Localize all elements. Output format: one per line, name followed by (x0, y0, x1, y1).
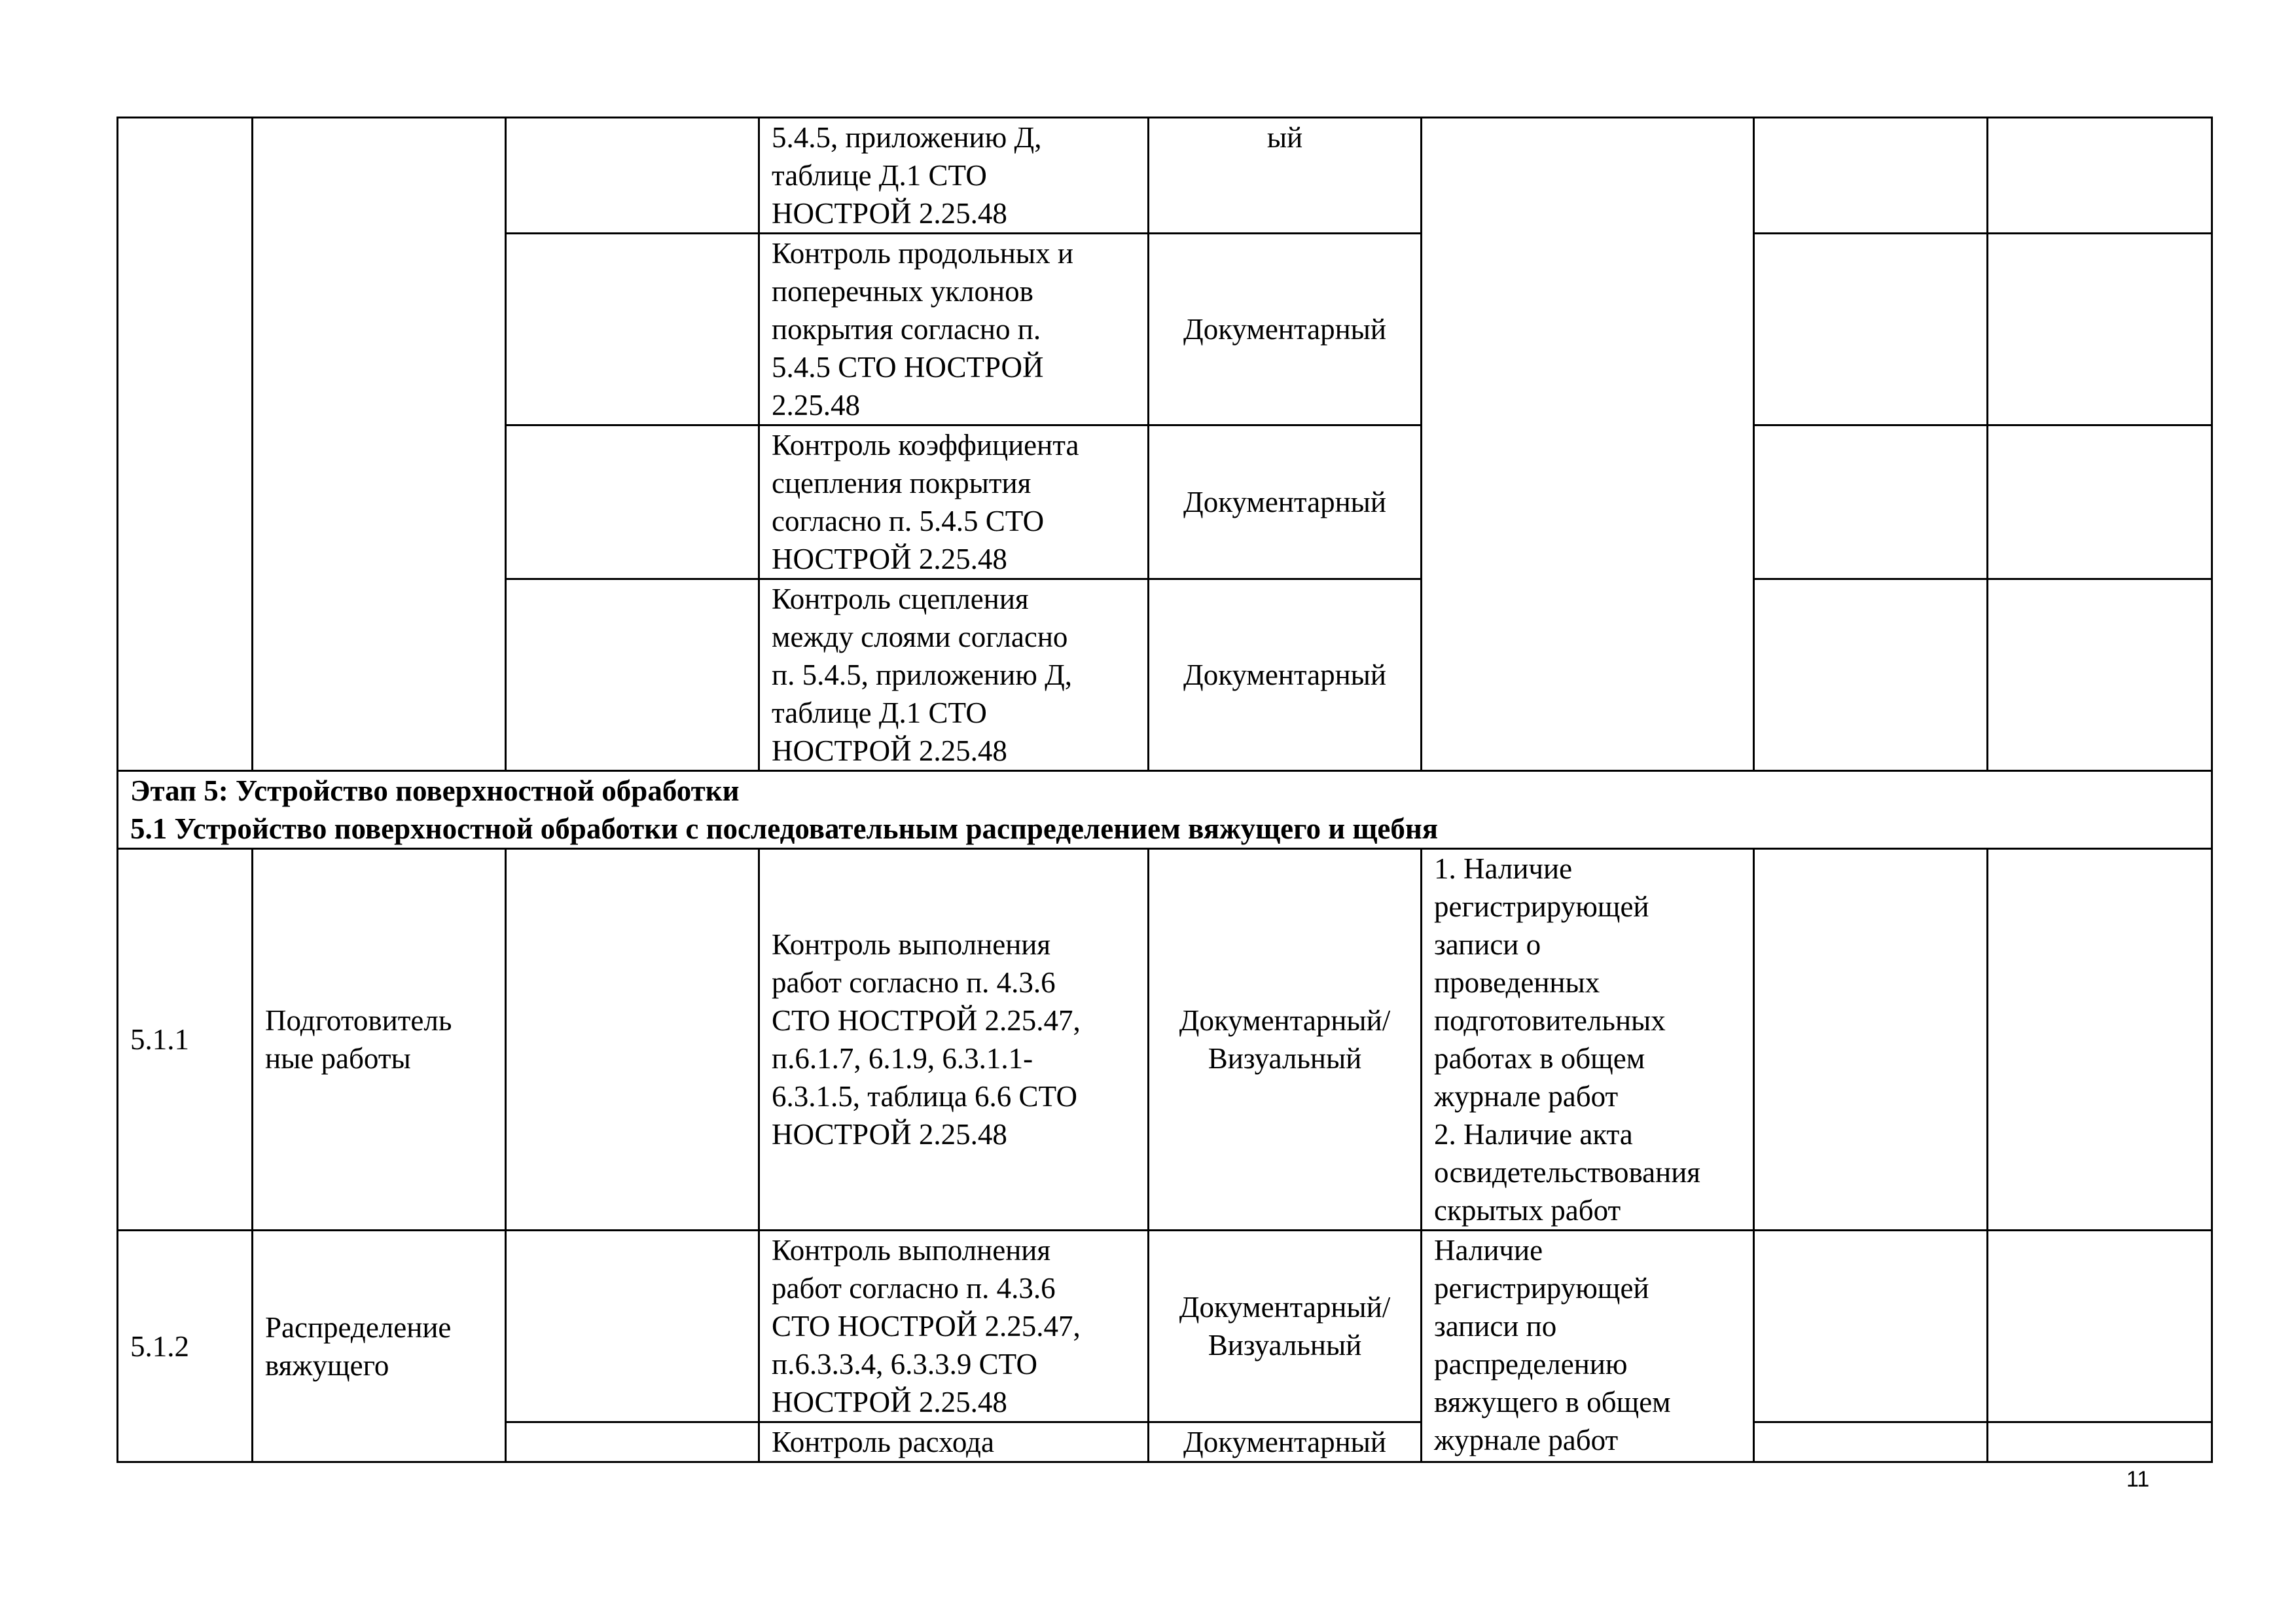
method-cell: Документарный/ Визуальный (1149, 1231, 1422, 1422)
result-cell: Наличие регистрирующей записи по распределению вяжущего в общем журнале работ (1422, 1231, 1754, 1462)
control-cell: Контроль выполнения работ согласно п. 4.3.6 СТО НОСТРОЙ 2.25.47, п.6.3.3.4, 6.3.3.9 СТО НОСТРОЙ 2.25.48 (759, 1231, 1149, 1422)
empty-cell (1754, 234, 1988, 425)
empty-cell (1988, 849, 2212, 1231)
control-cell: Контроль расхода (759, 1422, 1149, 1462)
empty-cell (506, 234, 759, 425)
work-cell (253, 118, 506, 771)
empty-cell (1754, 1231, 1988, 1422)
table-row (118, 118, 2212, 234)
stage-header-cell (118, 771, 2212, 849)
table-row (118, 849, 2212, 1231)
control-table (117, 117, 2213, 1463)
stage-title: Этап 5: Устройство поверхностной обработки (130, 774, 740, 807)
method-cell: Документарный (1149, 1422, 1422, 1462)
empty-cell (506, 1231, 759, 1422)
empty-cell (506, 425, 759, 579)
stage-subtitle: 5.1 Устройство поверхностной обработки с последовательным распределением вяжущего и щебня (130, 812, 1439, 845)
number-cell (118, 118, 253, 771)
result-cell: 1. Наличие регистрирующей записи о проведенных подготовительных работах в общем журнале работ 2. Наличие акта освидетельствования скрытых работ (1422, 849, 1754, 1231)
empty-cell (1754, 425, 1988, 579)
empty-cell (1754, 118, 1988, 234)
empty-cell (1754, 579, 1988, 771)
empty-cell (1754, 849, 1988, 1231)
result-cell (1422, 118, 1754, 771)
empty-cell (506, 118, 759, 234)
method-cell: Документарный (1149, 425, 1422, 579)
control-cell: Контроль сцепления между слоями согласно п. 5.4.5, приложению Д, таблице Д.1 СТО НОСТРОЙ 2.25.48 (759, 579, 1149, 771)
method-cell: Документарный (1149, 234, 1422, 425)
method-cell: Документарный/ Визуальный (1149, 849, 1422, 1231)
empty-cell (1988, 1422, 2212, 1462)
table-row (118, 1231, 2212, 1422)
number-cell: 5.1.1 (118, 849, 253, 1231)
page-number: 11 (2126, 1467, 2149, 1492)
empty-cell (1988, 425, 2212, 579)
method-cell: Документарный (1149, 579, 1422, 771)
work-cell: Подготовитель ные работы (253, 849, 506, 1231)
empty-cell (506, 1422, 759, 1462)
control-cell: Контроль выполнения работ согласно п. 4.3.6 СТО НОСТРОЙ 2.25.47, п.6.1.7, 6.1.9, 6.3.1.1- 6.3.1.5, таблица 6.6 СТО НОСТРОЙ 2.25.48 (759, 849, 1149, 1231)
empty-cell (1988, 234, 2212, 425)
work-cell: Распределение вяжущего (253, 1231, 506, 1462)
number-cell: 5.1.2 (118, 1231, 253, 1462)
empty-cell (1988, 1231, 2212, 1422)
method-cell: ый (1149, 118, 1422, 234)
stage-header-row (118, 771, 2212, 849)
control-cell: Контроль продольных и поперечных уклонов покрытия согласно п. 5.4.5 СТО НОСТРОЙ 2.25.48 (759, 234, 1149, 425)
control-cell: 5.4.5, приложению Д, таблице Д.1 СТО НОСТРОЙ 2.25.48 (759, 118, 1149, 234)
empty-cell (506, 849, 759, 1231)
empty-cell (1754, 1422, 1988, 1462)
empty-cell (506, 579, 759, 771)
empty-cell (1988, 118, 2212, 234)
control-cell: Контроль коэффициента сцепления покрытия согласно п. 5.4.5 СТО НОСТРОЙ 2.25.48 (759, 425, 1149, 579)
empty-cell (1988, 579, 2212, 771)
